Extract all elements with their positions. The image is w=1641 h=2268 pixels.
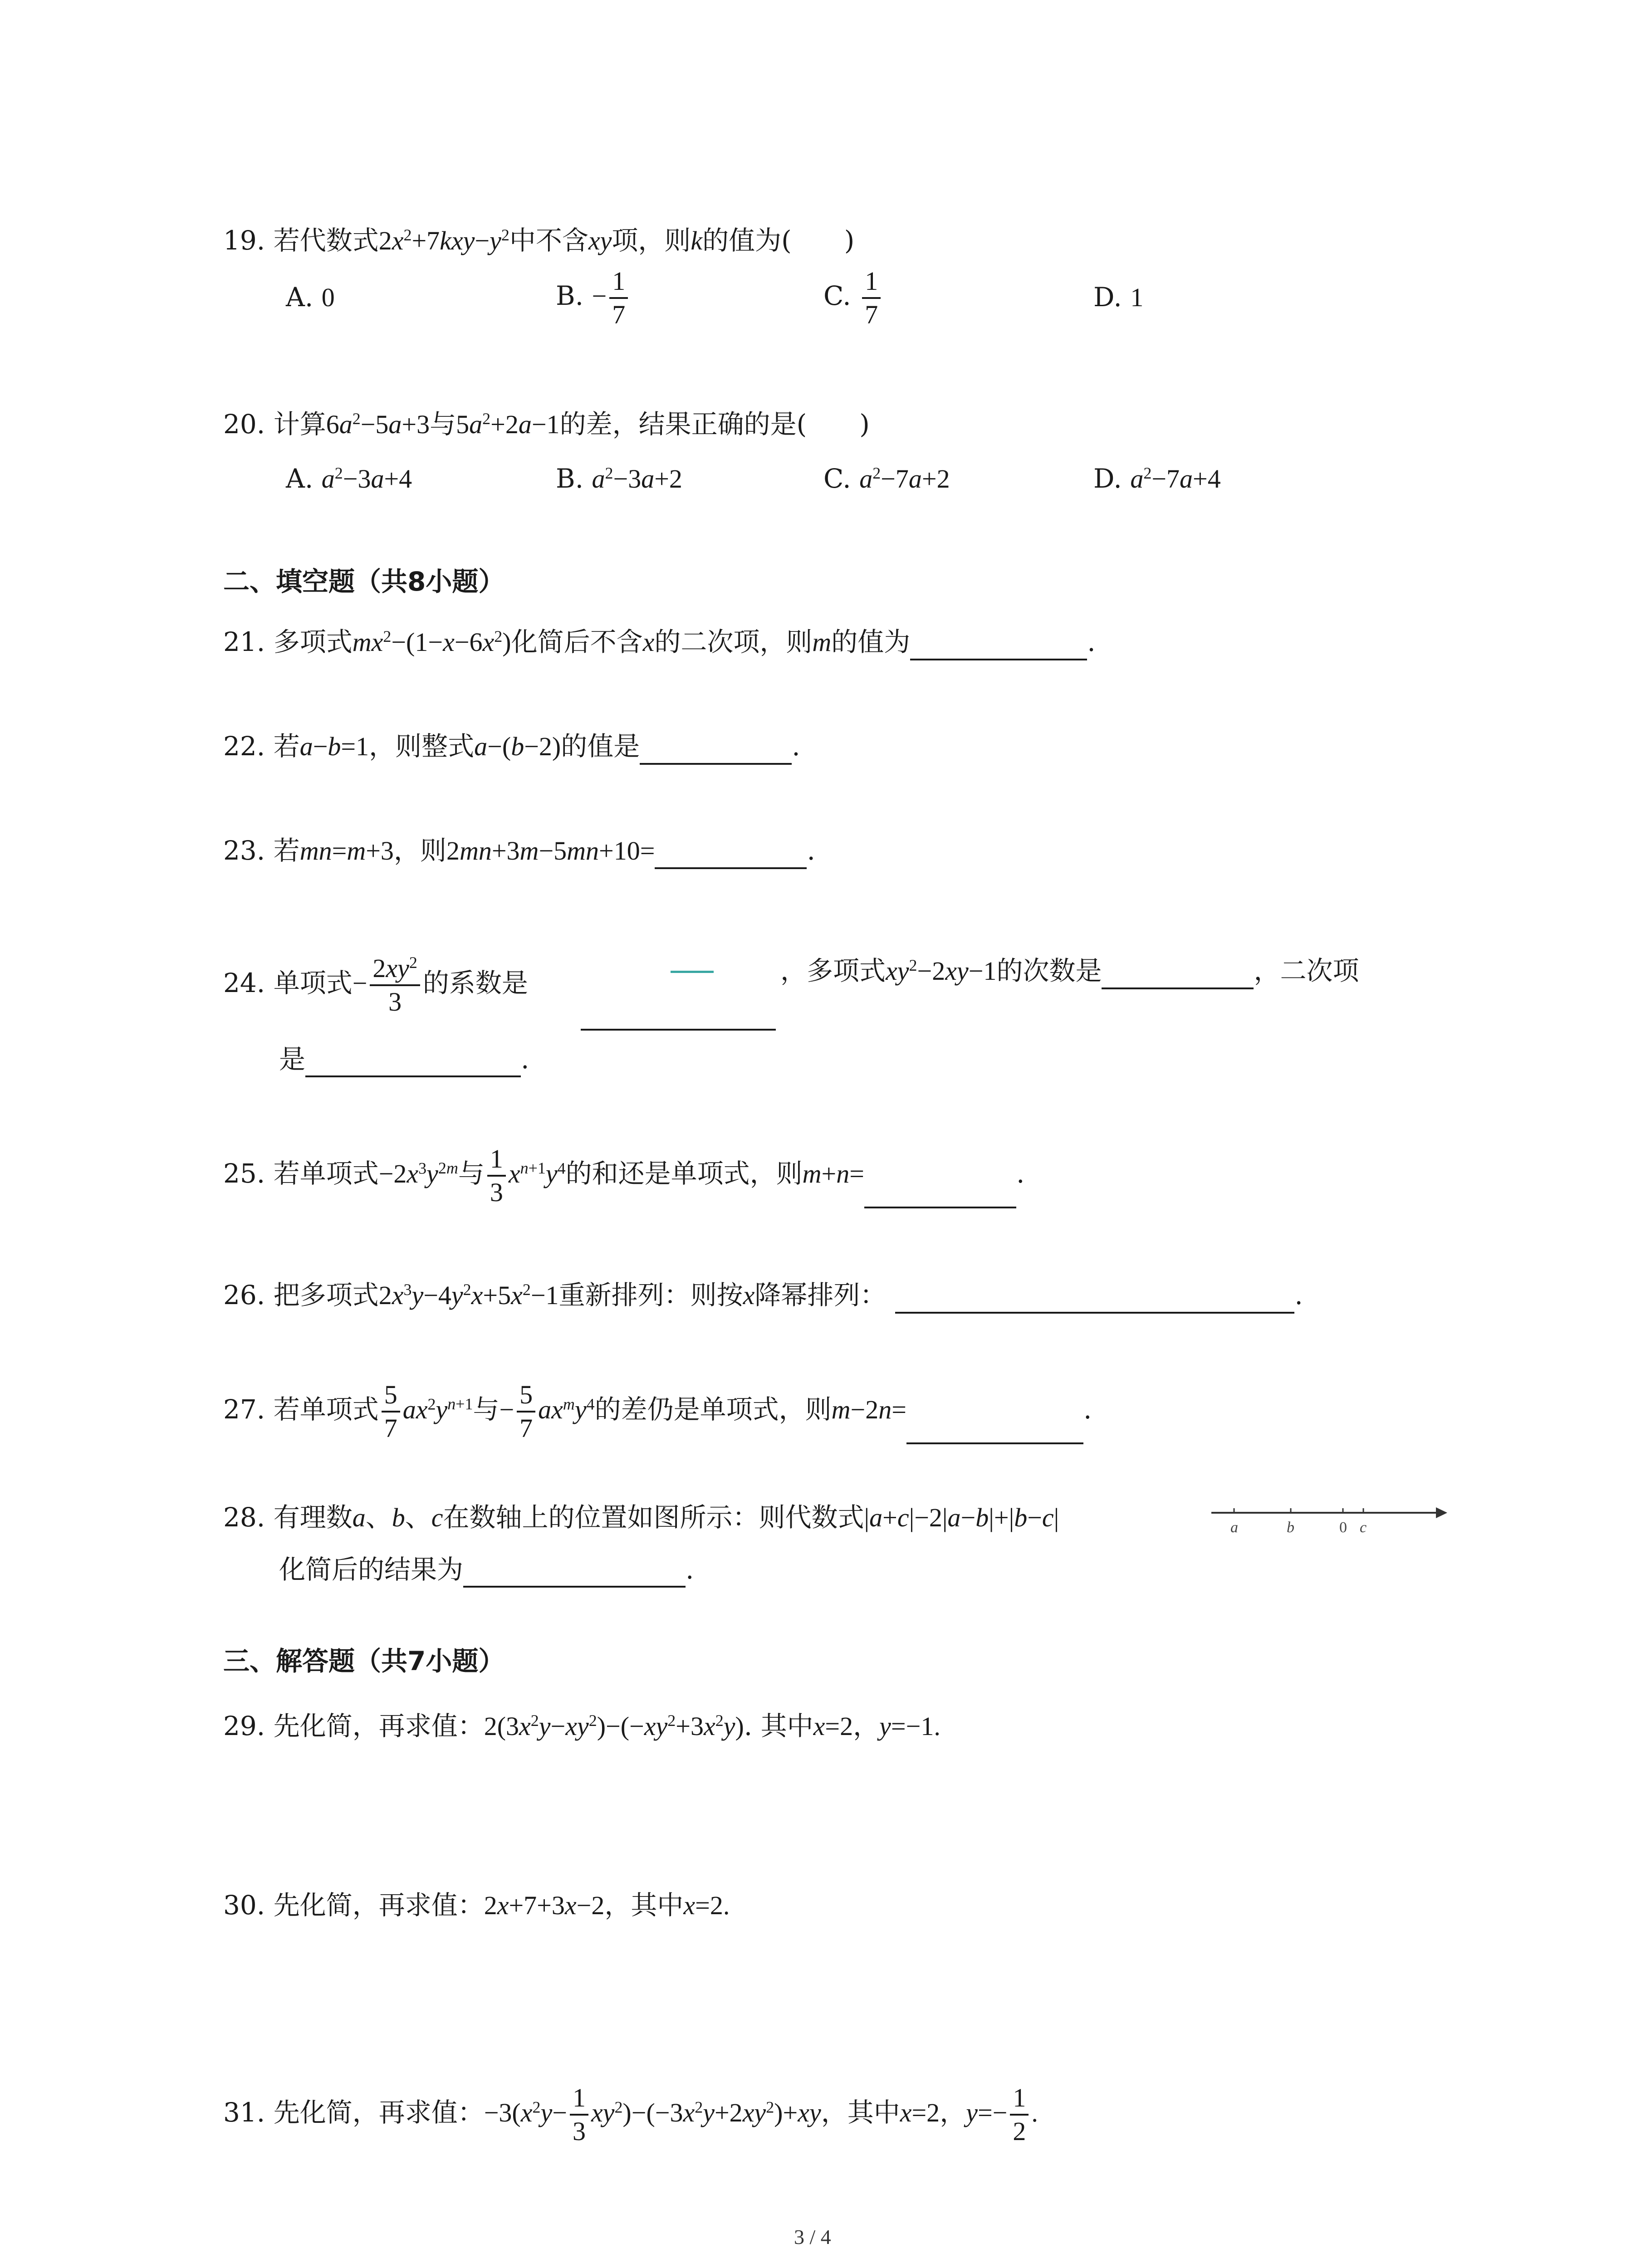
section-heading-answer: 三、解答题（共7小题） <box>223 1646 505 1677</box>
question-28-line2: 化简后的结果为 . <box>279 1551 694 1588</box>
question-number: 26. <box>223 1280 265 1310</box>
option-20-d[interactable]: D. $a^2-7a+4$ <box>1093 463 1221 494</box>
question-number: 24. <box>223 968 265 999</box>
question-number: 21. <box>223 626 265 657</box>
answer-blank-coefficient[interactable] <box>581 1029 776 1031</box>
question-20: 20. 计算$6a^2-5a+3$与$5a^2+2a-1$的差，结果正确的是( ) <box>223 409 870 440</box>
section-heading-fill-in: 二、填空题（共8小题） <box>223 566 505 597</box>
answer-blank[interactable] <box>906 1413 1083 1444</box>
answer-blank[interactable] <box>655 838 807 869</box>
question-21: 21. 多项式$mx^2-(1-x-6x^2)$化简后不含x的二次项，则m的值为 . <box>223 624 1096 660</box>
answer-blank[interactable] <box>864 1178 1016 1208</box>
coefficient-dash-mark <box>671 971 714 973</box>
fraction: $\frac{1}{3}$ <box>487 1143 506 1208</box>
tick-label-b: b <box>1287 1519 1294 1536</box>
question-28: 28. 有理数a、b、c在数轴上的位置如图所示：则代数式|a+c|−2|a−b|+|b−c| <box>223 1502 1059 1533</box>
answer-blank[interactable] <box>910 630 1087 660</box>
tick-label-a: a <box>1230 1519 1238 1536</box>
answer-blank[interactable] <box>895 1283 1294 1314</box>
question-number: 29. <box>223 1711 265 1741</box>
question-19: 19. 若代数式$2x^2+7kxy-y^2$中不含xy项，则k的值为( ) <box>223 225 855 256</box>
question-number: 28. <box>223 1502 265 1533</box>
answer-blank[interactable] <box>640 734 792 765</box>
option-19-b[interactable]: B. − $\frac{1}{7}$ <box>556 265 631 331</box>
question-number: 27. <box>223 1394 265 1425</box>
tick-label-0: 0 <box>1339 1519 1347 1536</box>
question-24-continued: ，多项式$xy^2-2xy-1$的次数是 ，二次项 <box>780 953 1359 989</box>
question-29: 29. 先化简，再求值：$2(3x^2y-xy^2)-(-xy^2+3x^2y)$. 其中x=2，y=−1. <box>223 1711 941 1741</box>
answer-blank[interactable] <box>1102 958 1254 989</box>
option-19-c[interactable]: C. $\frac{1}{7}$ <box>823 265 883 331</box>
question-number: 19. <box>223 225 265 256</box>
question-27: 27. 若单项式 $\frac{5}{7}$ $ax^2y^{n+1}$与− $\frac{5}{7}$ $ax^my^4$的差仍是单项式，则m−2n= . <box>223 1379 1092 1444</box>
fraction: $\frac{1}{7}$ <box>862 265 881 331</box>
arrow-head-icon <box>1436 1507 1447 1518</box>
question-number: 25. <box>223 1158 265 1189</box>
question-number: 23. <box>223 835 265 866</box>
question-number: 30. <box>223 1890 265 1921</box>
option-19-a[interactable]: A. 0 <box>286 282 335 313</box>
fraction: $\frac{1}{2}$ <box>1010 2082 1029 2147</box>
option-20-b[interactable]: B. $a^2-3a+2$ <box>556 463 682 494</box>
question-30: 30. 先化简，再求值：2x+7+3x−2，其中x=2. <box>223 1890 730 1921</box>
question-22: 22. 若a−b=1，则整式a−(b−2)的值是 . <box>223 728 800 765</box>
fraction: $\frac{1}{3}$ <box>570 2082 588 2147</box>
question-24-line2: 是 . <box>279 1041 529 1077</box>
fraction: $\frac{1}{7}$ <box>609 265 628 331</box>
question-23: 23. 若mn=m+3，则2mn+3m−5mn+10= . <box>223 832 815 869</box>
question-number: 22. <box>223 731 265 762</box>
option-20-c[interactable]: C. $a^2-7a+2$ <box>823 463 950 494</box>
page-number: 3 / 4 <box>794 2225 831 2248</box>
option-20-a[interactable]: A. $a^2-3a+4$ <box>286 463 412 494</box>
answer-blank[interactable] <box>463 1557 686 1588</box>
question-31: 31. 先化简，再求值：$-3(x^2y-$ $\frac{1}{3}$ $xy^2)-(-3x^2y+2xy^2)+xy$，其中x=2，y=− $\frac{1}{2}$ . <box>223 2082 1038 2147</box>
number-line-figure <box>1207 1492 1452 1542</box>
fraction: $\frac{2xy^2}{3}$ <box>370 953 420 1018</box>
fraction: $\frac{5}{7}$ <box>517 1379 535 1444</box>
fraction: $\frac{5}{7}$ <box>382 1379 400 1444</box>
option-19-d[interactable]: D. 1 <box>1093 282 1144 313</box>
tick-label-c: c <box>1360 1519 1367 1536</box>
question-26: 26. 把多项式$2x^3y-4y^2x+5x^2-1$重新排列：则按x降幂排列： . <box>223 1277 1303 1314</box>
question-25: 25. 若单项式$-2x^3y^{2m}$与 $\frac{1}{3}$ $x^{n+1}y^4$的和还是单项式，则m+n= . <box>223 1143 1024 1208</box>
question-24: 24. 单项式− $\frac{2xy^2}{3}$ 的系数是 <box>223 953 528 1018</box>
answer-blank[interactable] <box>305 1046 521 1077</box>
question-number: 20. <box>223 409 265 440</box>
question-number: 31. <box>223 2097 265 2128</box>
